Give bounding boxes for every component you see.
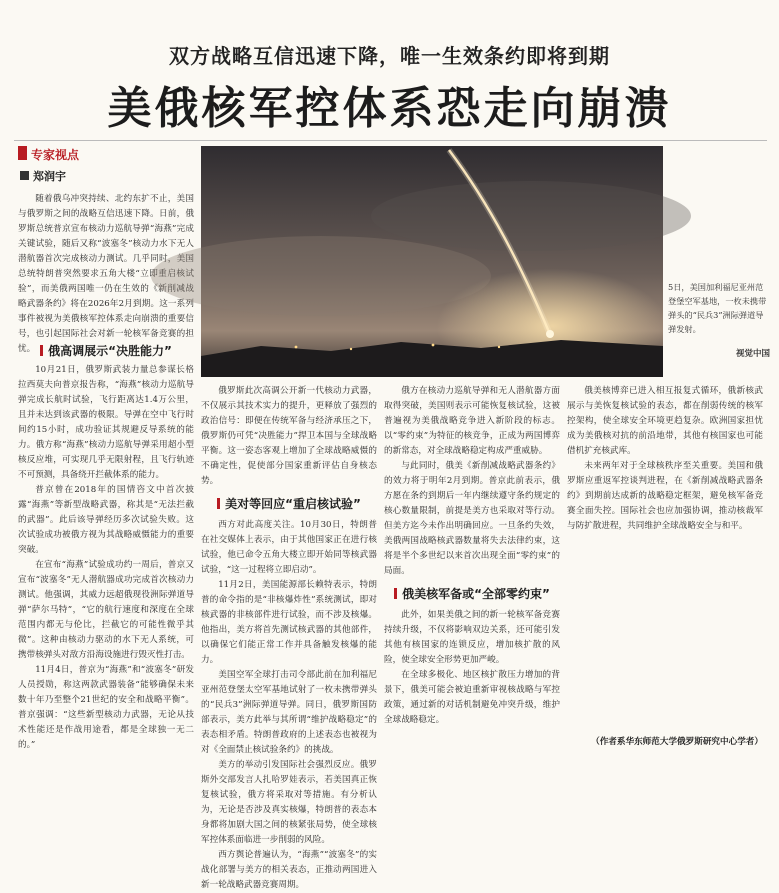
paragraph: 西方舆论普遍认为，“海燕”“波塞冬”的实战化部署与美方的相关表态，正推动两国进入新一轮战略武器竞赛周期。 bbox=[201, 850, 377, 890]
missile-launch-photo bbox=[201, 146, 663, 377]
column-3-text bbox=[384, 384, 560, 754]
paragraph: 俄方在核动力巡航导弹和无人潜航器方面取得突破，美国则表示可能恢复核试验，这被普遍视为美俄战略竞争进入新阶段的标志。以“零约束”为特征的核竞争，正成为两国博弈的新常态，对全球战略稳定构成严重威胁。 bbox=[384, 386, 560, 456]
author-signature: （作者系华东师范大学俄罗斯研究中心学者） bbox=[591, 737, 763, 747]
paragraph: 西方对此高度关注。10月30日，特朗普在社交媒体上表示，由于其他国家正在进行核试验，他已命令五角大楼立即开始同等核武器试验，“这一过程将立即启动”。 bbox=[201, 520, 377, 575]
paragraph: 此外，如果美俄之间的新一轮核军备竞赛持续升级，不仅将影响双边关系，还可能引发其他有核国家的连锁反应，增加核扩散的风险，使全球安全形势更加严峻。 bbox=[384, 610, 560, 665]
paragraph: 在宣布“海燕”试验成功约一周后，普京又宣布“波塞冬”无人潜航器成功完成首次核动力测试。他强调，其威力远超俄现役洲际弹道导弹“萨尔马特”，“它的航行速度和深度在全球范围内都无与伦比，拦截它的可能性微乎其微”。这种由核动力驱动的水下无人系统，可携带核弹头对敌方沿海设施进行毁灭性打击。 bbox=[18, 560, 194, 660]
sub-headline: 双方战略互信迅速下降，唯一生效条约即将到期 bbox=[169, 44, 610, 68]
paragraph: 11月2日，美国能源部长赖特表示，特朗普的命令指的是“非核爆炸性”系统测试，即对核武器的非核部件进行试验，而不涉及核爆。他指出，美方将首先测试核武器的其他部件，以确保它们能正常工作并具备触发核爆的能力。 bbox=[201, 580, 377, 665]
section-heading-3: 俄美核军备或“全部零约束” bbox=[384, 587, 560, 602]
paragraph: 普京曾在2018年的国情咨文中首次披露“海燕”等新型战略武器，称其是“无法拦截的武器”。此后该导弹经历多次试验失败。这次试验成功被俄方视为其战略威慑能力的重要突破。 bbox=[18, 485, 194, 555]
paragraph: 俄美核博弈已进入相互报复式循环，俄新核武展示与美恢复核试验的表态，都在削弱传统的核军控架构，使全球安全环境更趋复杂。欧洲国家担忧成为美俄核对抗的前沿地带，其他有核国家也可能借机扩充核武库。 bbox=[567, 386, 763, 456]
paragraph: 俄罗斯此次高调公开新一代核动力武器，不仅展示其技术实力的提升，更释放了强烈的政治信号：即便在传统军备与经济承压之下，俄罗斯仍可凭“决胜能力”捍卫本国与全球战略平衡。这一姿态客观上增加了全球战略威慑的不确定性，促使部分国家重新评估自身核态势。 bbox=[201, 386, 377, 486]
column-4-text bbox=[567, 384, 763, 729]
paragraph: 10月21日，俄罗斯武装力量总参谋长格拉西莫夫向普京报告称，“海燕”核动力巡航导弹完成长航时试验，飞行距离达1.4万公里，且并未达到该武器的极限。导弹在空中飞行时间约15小时，成功验证其规避反导系统的能力。俄方称“海燕”核动力巡航导弹采用超小型核反应堆，可实现几乎无限射程，且飞行轨迹不可预测，具备绕开拦截体系的能力。 bbox=[18, 365, 194, 480]
column-tag: 专家视点 bbox=[31, 148, 80, 162]
news-photo bbox=[201, 146, 663, 377]
paragraph: 未来两年对于全球核秩序至关重要。美国和俄罗斯应重返军控谈判进程，在《新削减战略武器条约》到期前达成新的战略稳定框架，避免核军备竞赛全面失控。国际社会也应加强协调，推动核裁军与防扩散进程，共同维护全球战略安全与和平。 bbox=[567, 461, 763, 531]
section-1-text-a bbox=[18, 363, 194, 753]
section-heading-2: 美对等回应“重启核试验” bbox=[201, 497, 377, 512]
heading-marker bbox=[394, 588, 397, 599]
paragraph: 11月4日，普京为“海燕”和“波塞冬”研发人员授勋，称这两款武器装备“能够确保未来数十年乃至整个21世纪的安全和战略平衡”。普京强调：“这些新型核动力武器，无论从技术性能还是作战用途看，都是全球独一无二的。” bbox=[18, 665, 194, 750]
paragraph: 在全球多极化、地区核扩散压力增加的背景下，俄美可能会被迫重新审视核战略与军控政策，通过新的对话机制避免冲突升级，维护全球战略稳定。 bbox=[384, 670, 560, 725]
column-tag-marker bbox=[18, 146, 27, 160]
paragraph: 美方的举动引发国际社会强烈反应。俄罗斯外交部发言人扎哈罗娃表示，若美国真正恢复核试验，俄方将采取对等措施。有分析认为，无论是否涉及真实核爆，特朗普的表态本身都将加剧大国之间的核紧张局势，使全球核军控体系面临进一步削弱的风险。 bbox=[201, 760, 377, 845]
column-2-text bbox=[201, 384, 377, 890]
top-rule bbox=[14, 140, 767, 141]
photo-caption: 5日，美国加利福尼亚州范登堡空军基地，一枚未携带弹头的“民兵3”洲际弹道导弹发射。 bbox=[668, 282, 767, 334]
intro-paragraph: 随着俄乌冲突持续、北约东扩不止，美国与俄罗斯之间的战略互信迅速下降。日前，俄罗斯总统普京宣布核动力巡航导弹“海燕”完成关键试验，随后又称“波塞冬”核动力水下无人潜航器首次完成核动力测试。几乎同时，美国总统特朗普突然要求五角大楼“立即重启核试验”，而美俄两国唯一仍在生效的《新削减战略武器条约》将在2026年2月到期。这一系列事件被视为美俄核军控体系走向崩溃的重要信号，也引起国际社会对新一轮核军备竞赛的担忧。 bbox=[18, 194, 194, 354]
byline-marker bbox=[20, 171, 29, 180]
section-heading-1: 俄高调展示“决胜能力” bbox=[18, 342, 194, 359]
photo-credit: 视觉中国 bbox=[735, 349, 770, 359]
heading-marker bbox=[217, 498, 220, 509]
heading-marker bbox=[40, 345, 43, 356]
byline: 郑润宇 bbox=[33, 170, 66, 183]
headline: 美俄核军控体系恐走向崩溃 bbox=[107, 83, 672, 134]
paragraph: 美国空军全球打击司令部此前在加利福尼亚州范登堡太空军基地试射了一枚未携带弹头的“民兵3”洲际弹道导弹。同日，俄罗斯国防部表示，美方此举与其所谓“维护战略稳定”的表态相矛盾。特朗普政府的上述表态也被视为对《全面禁止核试验条约》的挑战。 bbox=[201, 670, 377, 755]
paragraph: 与此同时，俄美《新削减战略武器条约》的效力将于明年2月到期。普京此前表示，俄方愿在条约到期后一年内继续遵守条约规定的核心数量限制，前提是美方也采取对等行动。但美方迄今未作出明确回应。一旦条约失效，美俄两国战略核武器数量将失去法律约束，这将是半个多世纪以来首次出现全面“零约束”的局面。 bbox=[384, 461, 560, 576]
